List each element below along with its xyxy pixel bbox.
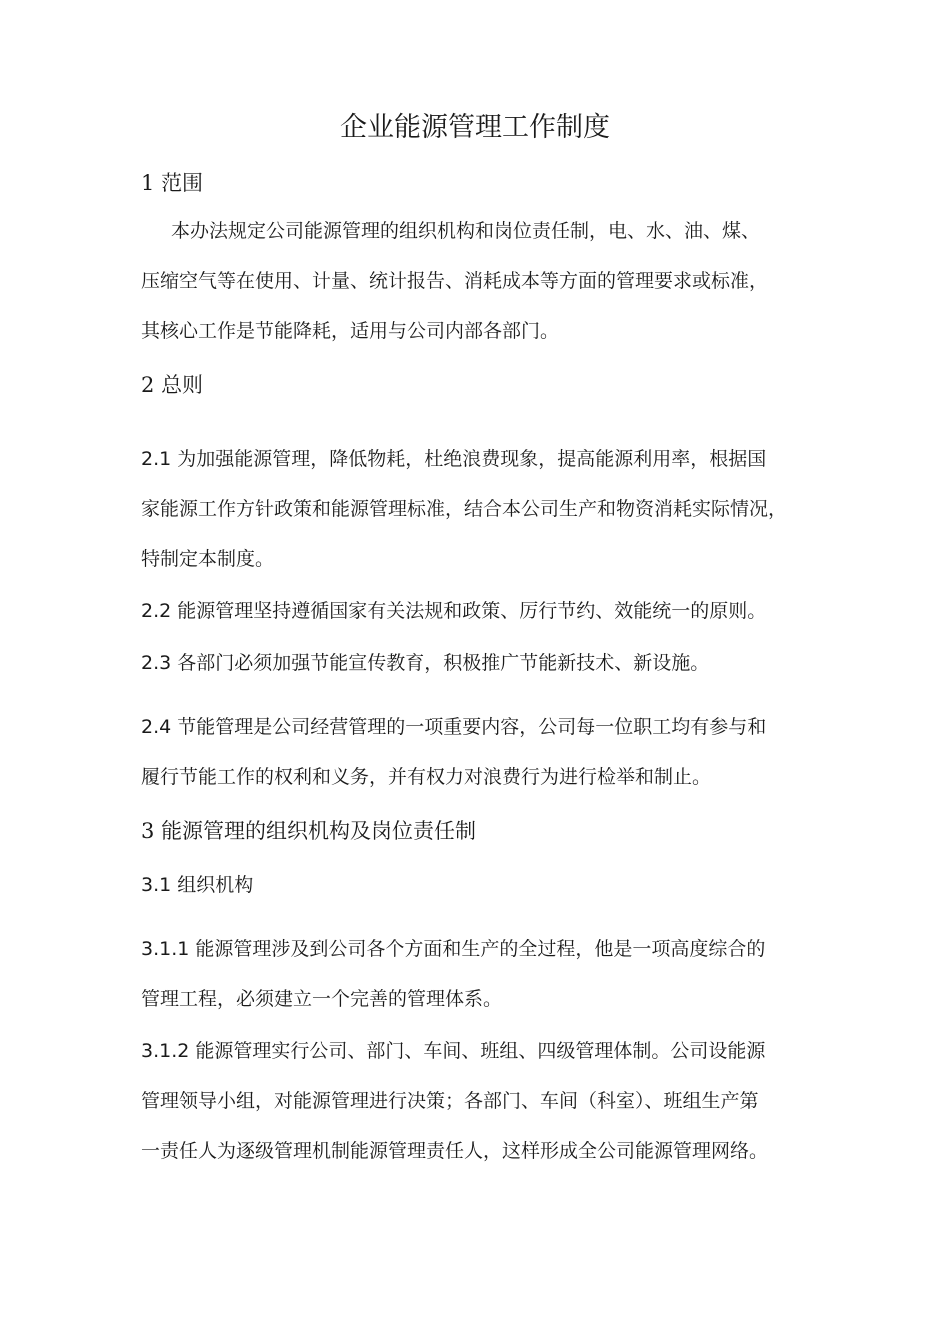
subsection-heading-3-1 xyxy=(141,871,253,899)
clause-number: 2.4 xyxy=(141,716,172,738)
clause-number: 2.2 xyxy=(141,600,172,622)
paragraph-line: 一责任人为逐级管理机制能源管理责任人，这样形成全公司能源管理网络。 xyxy=(141,1140,769,1162)
paragraph-line: 本办法规定公司能源管理的组织机构和岗位责任制，电、水、油、煤、 xyxy=(171,220,761,242)
paragraph-line: 履行节能工作的权利和义务，并有权力对浪费行为进行检举和制止。 xyxy=(141,766,712,788)
clause-number: 2.3 xyxy=(141,652,172,674)
section-heading-text: 总则 xyxy=(161,373,204,397)
clause-text: 各部门必须加强节能宣传教育，积极推广节能新技术、新设施。 xyxy=(177,652,710,674)
clause-number: 2.1 xyxy=(141,448,172,470)
paragraph-line: 其核心工作是节能降耗，适用与公司内部各部门。 xyxy=(141,320,560,342)
paragraph-line: 压缩空气等在使用、计量、统计报告、消耗成本等方面的管理要求或标准， xyxy=(141,270,769,292)
clause-text: 为加强能源管理，降低物耗，杜绝浪费现象，提高能源利用率，根据国 xyxy=(177,448,767,470)
clause-text: 能源管理涉及到公司各个方面和生产的全过程，他是一项高度综合的 xyxy=(195,938,766,960)
section-heading-text: 能源管理的组织机构及岗位责任制 xyxy=(161,819,477,843)
paragraph-line: 家能源工作方针政策和能源管理标准，结合本公司生产和物资消耗实际情况， xyxy=(141,498,788,520)
paragraph-line: 特制定本制度。 xyxy=(141,548,275,570)
section-number: 3 xyxy=(141,819,155,843)
section-number: 2 xyxy=(141,373,155,397)
clause-3-1-1-line-1 xyxy=(141,935,765,963)
section-heading-text: 范围 xyxy=(161,171,204,195)
clause-3-1-2-line-1 xyxy=(141,1037,765,1065)
clause-number: 3.1.2 xyxy=(141,1040,190,1062)
section-heading-3 xyxy=(141,816,476,846)
subsection-heading-text: 组织机构 xyxy=(177,874,254,896)
paragraph-line: 管理领导小组，对能源管理进行决策；各部门、车间（科室）、班组生产第 xyxy=(141,1090,759,1112)
clause-text: 能源管理实行公司、部门、车间、班组、四级管理体制。公司设能源 xyxy=(195,1040,766,1062)
section-number: 1 xyxy=(141,171,155,195)
clause-2-3 xyxy=(141,649,709,677)
clause-text: 能源管理坚持遵循国家有关法规和政策、厉行节约、效能统一的原则。 xyxy=(177,600,767,622)
section-heading-1 xyxy=(141,168,203,198)
section-heading-2 xyxy=(141,370,203,400)
clause-2-4-line-1 xyxy=(141,713,766,741)
document-title: 企业能源管理工作制度 xyxy=(340,112,610,143)
clause-2-1-line-1 xyxy=(141,445,766,473)
clause-2-2 xyxy=(141,597,766,625)
clause-text: 节能管理是公司经营管理的一项重要内容，公司每一位职工均有参与和 xyxy=(177,716,767,738)
subsection-number: 3.1 xyxy=(141,874,172,896)
clause-number: 3.1.1 xyxy=(141,938,190,960)
paragraph-line: 管理工程，必须建立一个完善的管理体系。 xyxy=(141,988,503,1010)
